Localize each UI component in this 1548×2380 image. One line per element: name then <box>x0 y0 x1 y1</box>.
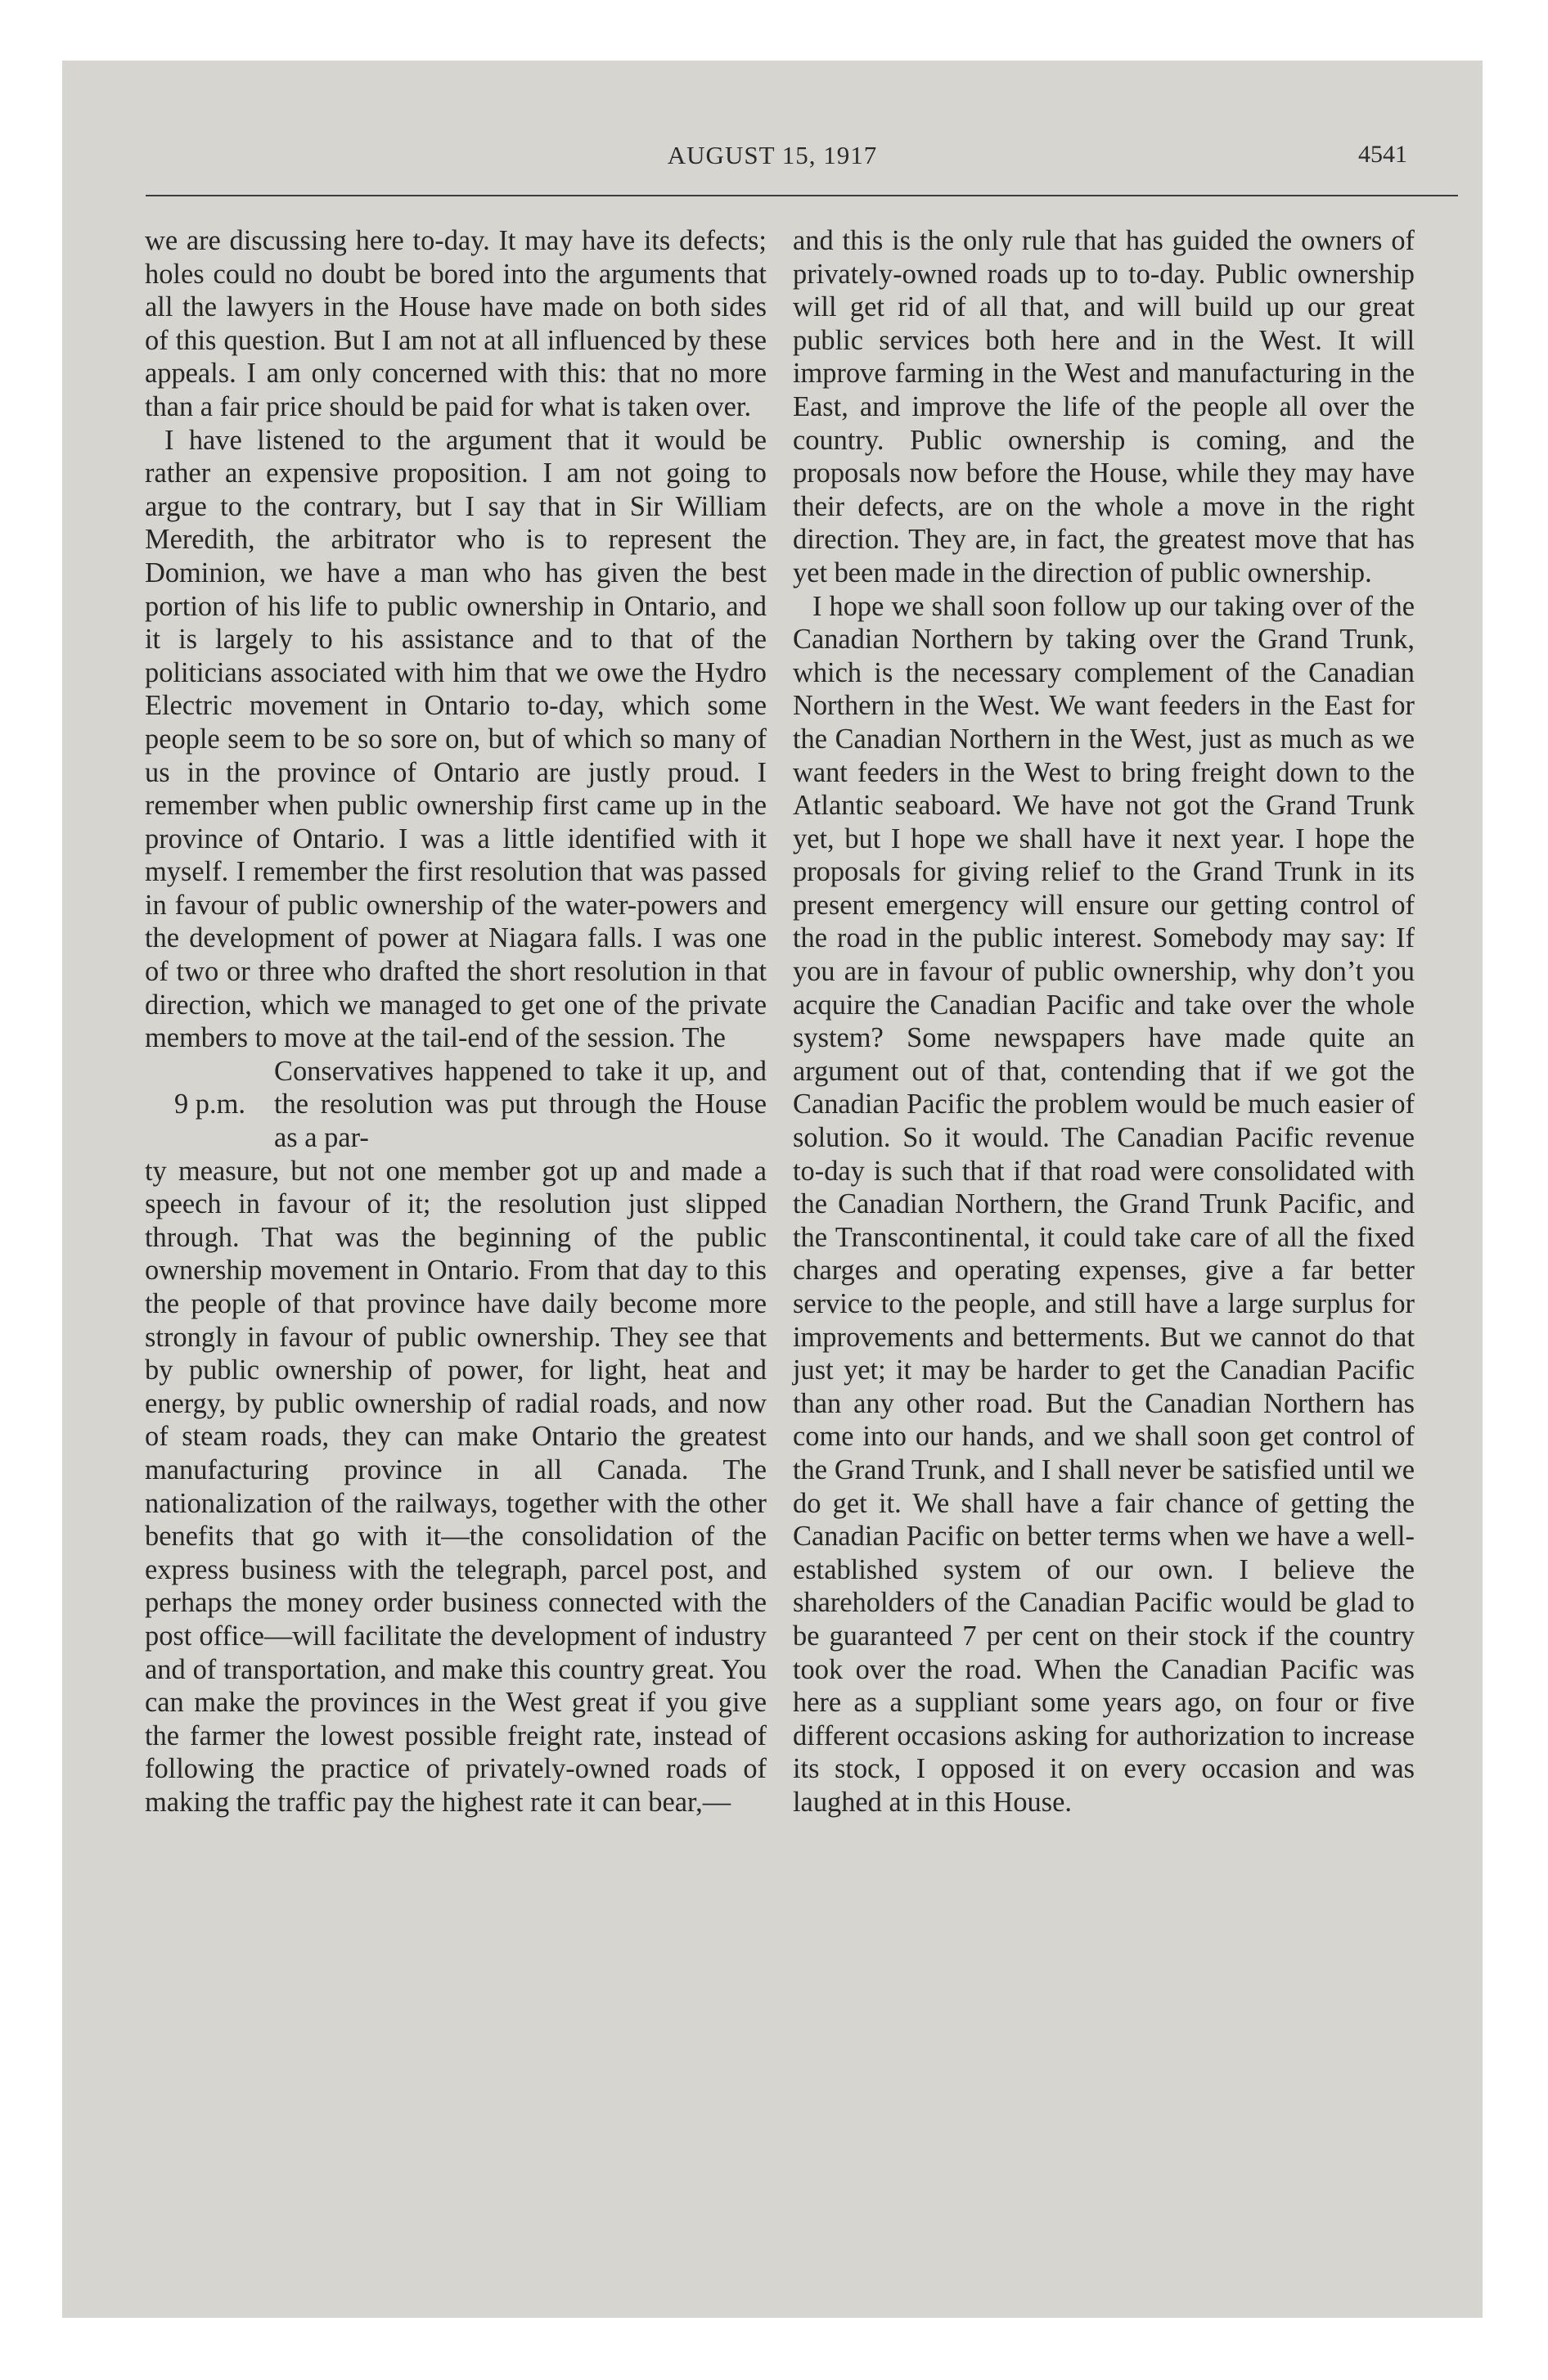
scanned-page <box>62 61 1483 2318</box>
header-date: AUGUST 15, 1917 <box>667 141 878 169</box>
left-paragraph-3-margin: Conservatives happened to take it up, and the resolution was put through the House as a par- <box>274 1055 767 1154</box>
left-paragraph-1: we are discussing here to-day. It may have its defects; holes could no doubt be bored into the arguments that all the lawyers in the House have made on both sides of this question. But I am not at all influenced by these appeals. I am only concerned with this: that no more than a fair price should be paid for what is taken over. <box>145 225 767 422</box>
page-number: 4541 <box>1358 141 1407 168</box>
page-header <box>62 141 1483 182</box>
left-paragraph-2: I have listened to the argument that it would be rather an expensive proposition. I am not going to argue to the contrary, but I say that in Sir William Meredith, the arbitrator who is to represent the Dominion, we have a man who has given the best portion of his life to public ownership in Ontario, and it is largely to his assistance and to that of the politicians associated with him that we owe the Hydro Electric movement in Ontario to-day, which some people seem to be so sore on, but of which so many of us in the province of Ontario are justly proud. I remember when public ownership first came up in the province of Ontario. I was a little identified with it myself. I remember the first resolution that was passed in favour of public ownership of the water-powers and the development of power at Niagara falls. I was one of two or three who drafted the short resolution in that direction, which we managed to get one of the private members to move at the tail-end of the session. The <box>145 424 767 1054</box>
header-rule <box>146 195 1458 196</box>
right-paragraph-1: and this is the only rule that has guided the owners of privately-owned roads up to to-day. Public ownership will get rid of all that, and will build up our great public services both here and in the West. It will improve farming in the West and manufacturing in the East, and improve the life of the people all over the country. Public ownership is coming, and the proposals now before the House, while they may have their defects, are on the whole a move in the right direction. They are, in fact, the greatest move that has yet been made in the direction of public ownership. <box>793 225 1415 588</box>
right-column <box>793 224 1415 1819</box>
time-margin-block <box>145 1055 767 1155</box>
time-margin-text-wrap <box>274 1055 767 1155</box>
right-paragraph-2: I hope we shall soon follow up our taking over of the Canadian Northern by taking over the Grand Trunk, which is the necessary complement of the Canadian Northern in the West. We want feeders in the East for the Canadian Northern in the West, just as much as we want feeders in the West to bring freight down to the Atlantic seaboard. We have not got the Grand Trunk yet, but I hope we shall have it next year. I hope the proposals for giving relief to the Grand Trunk in its present emergency will ensure our getting control of the road in the public interest. Somebody may say: If you are in favour of public ownership, why don’t you acquire the Canadian Pacific and take over the whole system? Some newspapers have made quite an argument out of that, contending that if we got the Canadian Pacific the problem would be much easier of solution. So it would. The Canadian Pacific revenue to-day is such that if that road were consolidated with the Canadian Northern, the Grand Trunk Pacific, and the Transcontinental, it could take care of all the fixed charges and operating expenses, give a far better service to the people, and still have a large surplus for improvements and betterments. But we cannot do that just yet; it may be harder to get the Canadian Pacific than any other road. But the Canadian Northern has come into our hands, and we shall soon get control of the Grand Trunk, and I shall never be satisfied until we do get it. We shall have a fair chance of getting the Canadian Pacific on better terms when we have a well-established system of our own. I believe the shareholders of the Canadian Pacific would be glad to be guaranteed 7 per cent on their stock if the country took over the road. When the Canadian Pacific was here as a suppliant some years ago, on four or five different occasions asking for authorization to increase its stock, I opposed it on every occasion and was laughed at in this House. <box>793 590 1415 1818</box>
left-column <box>145 224 767 1819</box>
time-marker: 9 p.m. <box>174 1089 245 1120</box>
left-paragraph-3-rest: ty measure, but not one member got up and made a speech in favour of it; the resolution just slipped through. That was the beginning of the public ownership movement in Ontario. From that day to this the people of that province have daily become more strongly in favour of public ownership. They see that by public ownership of power, for light, heat and energy, by public ownership of radial roads, and now of steam roads, they can make Ontario the greatest manufacturing province in all Canada. The nationalization of the railways, together with the other benefits that go with it—the consolidation of the express business with the telegraph, parcel post, and perhaps the money order business connected with the post office—will facilitate the development of industry and of transportation, and make this country great. You can make the provinces in the West great if you give the farmer the lowest possible freight rate, instead of following the practice of privately-owned roads of making the traffic pay the highest rate it can bear,— <box>145 1155 767 1818</box>
